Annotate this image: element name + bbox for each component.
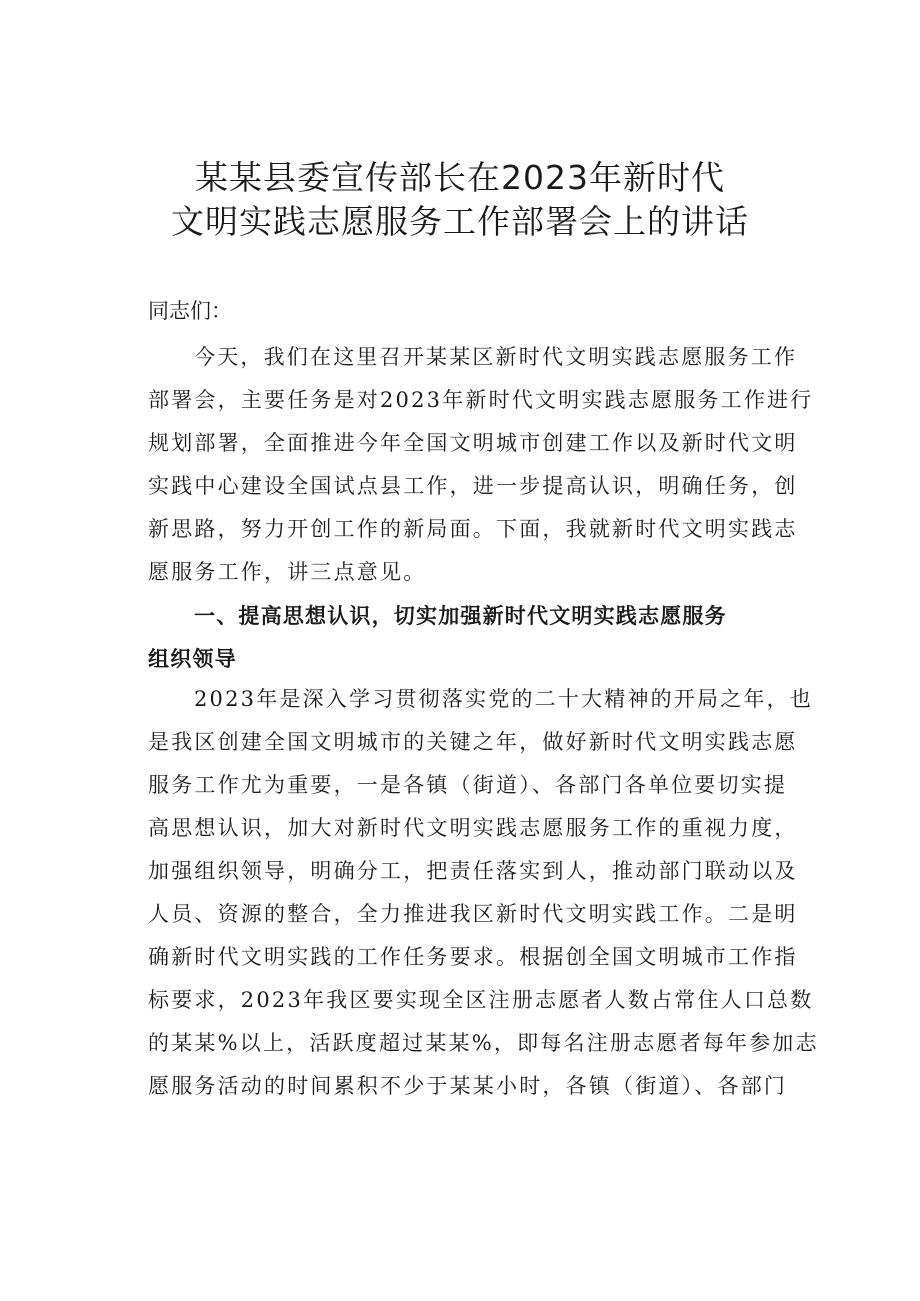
paragraph-line: 新思路，努力开创工作的新局面。下面，我就新时代文明实践志 [148, 517, 798, 541]
paragraph-section-1 [148, 678, 819, 1108]
paragraph-line: 服务工作尤为重要，一是各镇（街道）、各部门各单位要切实提 [148, 773, 788, 797]
paragraph-line: 的某某%以上，活跃度超过某某%，即每名注册志愿者每年参加志 [148, 1031, 819, 1055]
paragraph-line: 人员、资源的整合，全力推进我区新时代文明实践工作。二是明 [148, 902, 798, 926]
paragraph-line: 加强组织领导，明确分工，把责任落实到人，推动部门联动以及 [148, 859, 798, 883]
paragraph-line: 是我区创建全国文明城市的关键之年，做好新时代文明实践志愿 [148, 730, 798, 754]
section-heading-1 [148, 595, 818, 681]
heading-line: 组织领导 [148, 647, 237, 671]
salutation: 同志们： [148, 299, 232, 323]
paragraph-line: 实践中心建设全国试点县工作，进一步提高认识，明确任务，创 [148, 474, 798, 498]
paragraph-line: 规划部署，全面推进今年全国文明城市创建工作以及新时代文明 [148, 431, 798, 455]
paragraph-line: 今天，我们在这里召开某某区新时代文明实践志愿服务工作 [194, 345, 798, 369]
paragraph-line: 愿服务活动的时间累积不少于某某小时，各镇（街道）、各部门 [148, 1074, 788, 1098]
paragraph-line: 2023年是深入学习贯彻落实党的二十大精神的开局之年，也 [194, 687, 814, 711]
heading-line: 一、提高思想认识，切实加强新时代文明实践志愿服务 [194, 604, 727, 628]
paragraph-line: 高思想认识，加大对新时代文明实践志愿服务工作的重视力度， [148, 816, 798, 840]
document-title-line-2: 文明实践志愿服务工作部署会上的讲话 [171, 202, 749, 241]
document-title-line-1: 某某县委宣传部长在2023年新时代 [195, 158, 725, 197]
paragraph-line: 确新时代文明实践的工作任务要求。根据创全国文明城市工作指 [148, 945, 798, 969]
paragraph-intro [148, 336, 814, 594]
paragraph-line: 部署会，主要任务是对2023年新时代文明实践志愿服务工作进行 [148, 388, 814, 412]
paragraph-line: 愿服务工作，讲三点意见。 [148, 560, 427, 584]
paragraph-line: 标要求，2023年我区要实现全区注册志愿者人数占常住人口总数 [148, 988, 814, 1012]
